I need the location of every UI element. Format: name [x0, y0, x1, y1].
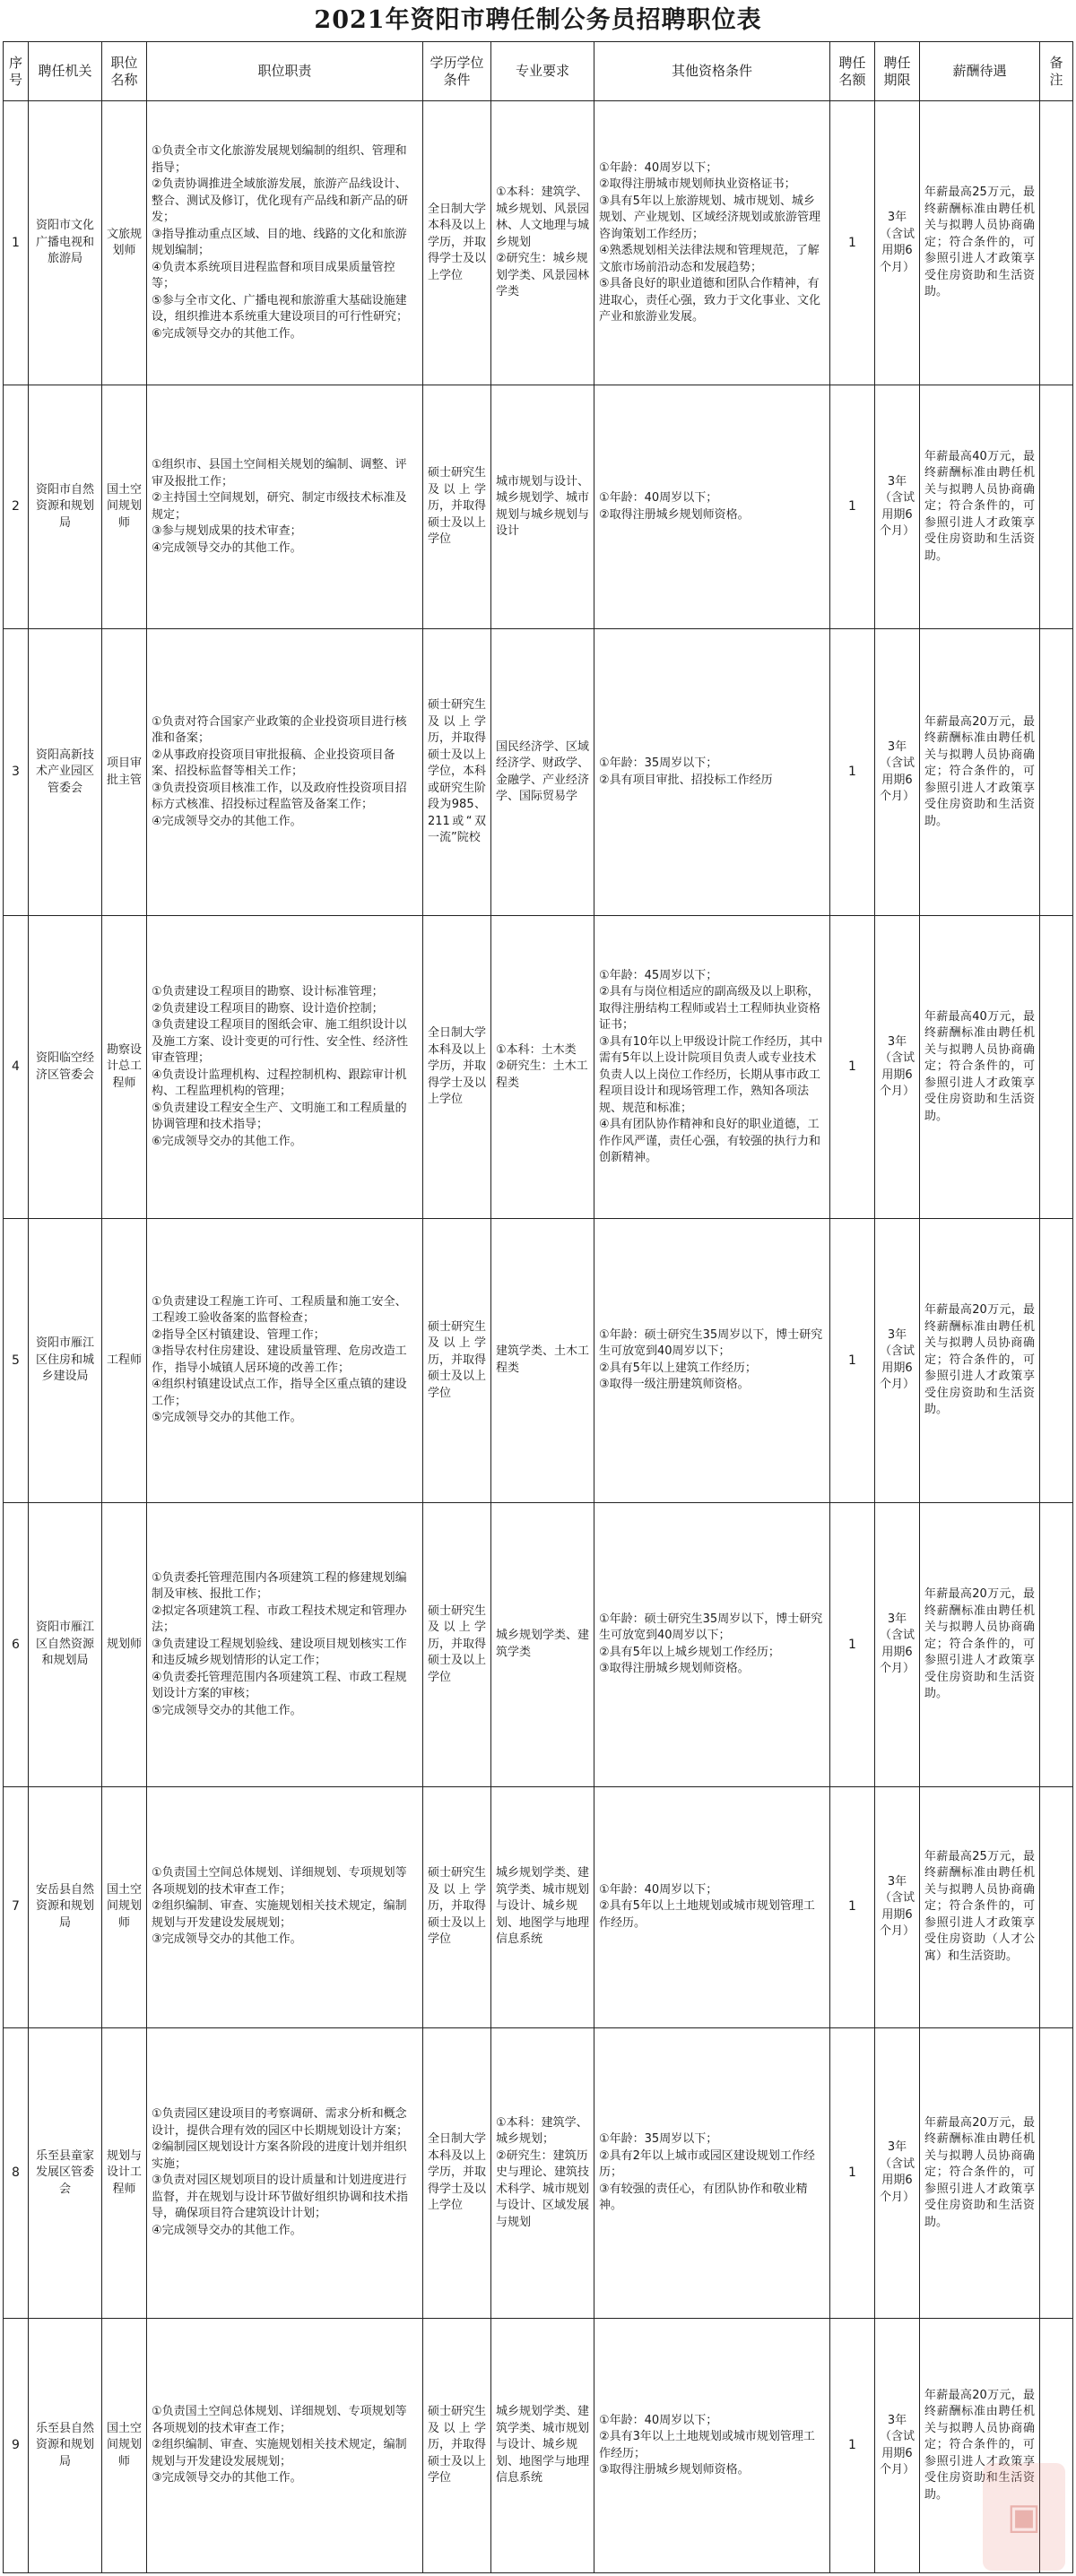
- cell-other-item: ②具有5年以上土地规划或城市规划管理工作经历。: [599, 1899, 815, 1930]
- cell-other-item: ①年龄：40周岁以下；: [599, 491, 718, 506]
- cell-note: [1040, 1502, 1073, 1786]
- cell-other-item: ①年龄：35周岁以下；: [599, 756, 718, 771]
- cell-duties-item: ②指导全区村镇建设、管理工作；: [152, 1327, 325, 1342]
- cell-duties-item: ②主持国土空间规划，研究、制定市级技术标准及规定；: [152, 491, 407, 522]
- cell-duties-item: ②组织编制、审查、实施规划相关技术规定，编制规划与开发建设发展规划；: [152, 1899, 407, 1930]
- cell-seq: 1: [4, 101, 29, 385]
- cell-major: [491, 916, 594, 1218]
- cell-term: 3年（含试用期6个月）: [875, 1218, 920, 1502]
- cell-org: 资阳市自然资源和规划局: [29, 385, 102, 629]
- cell-other: [594, 628, 830, 915]
- cell-org: 资阳临空经济区管委会: [29, 916, 102, 1218]
- cell-seq: 8: [4, 2027, 29, 2319]
- cell-duties-item: ⑤参与全市文化、广播电视和旅游重大基础设施建设，组织推进本系统重大建设项目的可行性研究；: [152, 293, 409, 324]
- cell-count: 1: [830, 628, 875, 915]
- cell-count: 1: [830, 916, 875, 1218]
- cell-duties-item: ③参与规划成果的技术审查；: [152, 524, 302, 539]
- cell-other-item: ③取得注册城乡规划师资格。: [599, 1662, 750, 1676]
- cell-count: 1: [830, 1786, 875, 2027]
- cell-other-item: ①年龄：40周岁以下；: [599, 160, 718, 175]
- cell-duties-item: ①负责全市文化旅游发展规划编制的组织、管理和指导；: [152, 144, 407, 175]
- cell-major: [491, 101, 594, 385]
- cell-other-item: ③具有5年以上旅游规划、城市规划、城乡规划、产业规划、区域经济规划或旅游管理咨询策划工作经历；: [599, 194, 821, 241]
- cell-seq: 7: [4, 1786, 29, 2027]
- cell-duties-item: ④负责设计监理机构、过程控制机构、跟踪审计机构、工程监理机构的管理；: [152, 1068, 407, 1099]
- cell-duties-item: ④负责委托管理范围内各项建筑工程、市政工程规划设计方案的审核；: [152, 1670, 407, 1701]
- cell-org: 资阳高新技术产业园区管委会: [29, 628, 102, 915]
- cell-duties-item: ③负责投资项目核准工作，以及政府性投资项目招标方式核准、招投标过程监管及备案工作；: [152, 781, 407, 812]
- cell-org: 安岳县自然资源和规划局: [29, 1786, 102, 2027]
- cell-edu: 硕士研究生及以上学历，并取得硕士及以上学位: [423, 1786, 491, 2027]
- cell-edu: 全日制大学本科及以上学历，并取得学士及以上学位: [423, 101, 491, 385]
- header-position: 职位名称: [102, 42, 147, 101]
- header-term: 聘任期限: [875, 42, 920, 101]
- cell-other: [594, 916, 830, 1218]
- cell-salary: 年薪最高25万元，最终薪酬标准由聘任机关与拟聘人员协商确定；符合条件的，可参照引进人才政策享受住房资助（人才公寓）和生活资助。: [920, 1786, 1040, 2027]
- cell-duties-item: ⑤负责建设工程安全生产、文明施工和工程质量的协调管理和技术指导；: [152, 1101, 407, 1132]
- cell-duties-item: ⑥完成领导交办的其他工作。: [152, 326, 302, 341]
- cell-count: 1: [830, 385, 875, 629]
- cell-other-item: ③具有10年以上甲级设计院工作经历，其中需有5年以上设计院项目负责人或专业技术负责人以上岗位工作经历，长期从事市政工程项目设计和现场管理工作，熟知各项法规、规范和标准；: [599, 1034, 823, 1115]
- cell-duties-item: ④完成领导交办的其他工作。: [152, 814, 302, 828]
- cell-duties-item: ④组织村镇建设试点工作，指导全区重点镇的建设工作；: [152, 1378, 407, 1408]
- cell-duties-item: ①负责委托管理范围内各项建筑工程的修建规划编制及审核、报批工作；: [152, 1570, 407, 1602]
- cell-duties-item: ③负责建设工程规划验线、建设项目规划核实工作和违反城乡规划情形的认定工作；: [152, 1637, 407, 1668]
- cell-edu: 硕士研究生及以上学历，并取得硕士及以上学位: [423, 385, 491, 629]
- cell-note: [1040, 101, 1073, 385]
- header-count: 聘任名额: [830, 42, 875, 101]
- document-title: 2021年资阳市聘任制公务员招聘职位表: [314, 6, 762, 34]
- cell-position: 国土空间规划师: [102, 385, 147, 629]
- cell-duties-item: ①负责园区建设项目的考察调研、需求分析和概念设计，提供合理有效的园区中长期规划设计方案；: [152, 2107, 409, 2138]
- cell-edu: 全日制大学本科及以上学历，并取得学士及以上学位: [423, 916, 491, 1218]
- cell-other-item: ③取得一级注册建筑师资格。: [599, 1378, 750, 1392]
- cell-org: 资阳市雁江区住房和城乡建设局: [29, 1218, 102, 1502]
- cell-other-item: ②具有5年以上城乡规划工作经历；: [599, 1645, 780, 1659]
- header-duties: 职位职责: [147, 42, 423, 101]
- header-seq: 序号: [4, 42, 29, 101]
- cell-duties-item: ③指导推动重点区域、目的地、线路的文化和旅游规划编制；: [152, 227, 407, 258]
- cell-other-item: ③有较强的责任心，有团队协作和敬业精神。: [599, 2182, 808, 2213]
- cell-seq: 4: [4, 916, 29, 1218]
- cell-duties-item: ④完成领导交办的其他工作。: [152, 540, 302, 555]
- cell-major: [491, 2319, 594, 2573]
- table-row: [4, 1786, 1073, 2027]
- cell-duties-item: ①负责建设工程项目的勘察、设计标准管理；: [152, 985, 384, 999]
- cell-org: 资阳市雁江区自然资源和规划局: [29, 1502, 102, 1786]
- cell-other: [594, 385, 830, 629]
- header-edu: 学历学位条件: [423, 42, 491, 101]
- cell-term: 3年（含试用期6个月）: [875, 385, 920, 629]
- cell-other: [594, 2027, 830, 2319]
- cell-duties-item: ②组织编制、审查、实施规划相关技术规定，编制规划与开发建设发展规划；: [152, 2438, 407, 2468]
- cell-other-item: ①年龄：40周岁以下；: [599, 1882, 718, 1897]
- cell-major-item: ②研究生：土木工程类: [496, 1059, 588, 1090]
- cell-major: [491, 628, 594, 915]
- cell-seq: 9: [4, 2319, 29, 2573]
- table-row: [4, 628, 1073, 915]
- cell-note: [1040, 385, 1073, 629]
- header-salary: 薪酬待遇: [920, 42, 1040, 101]
- cell-other-item: ②具有5年以上建筑工作经历；: [599, 1361, 757, 1375]
- cell-duties-item: ①组织市、县国土空间相关规划的编制、调整、评审及报批工作；: [152, 458, 407, 488]
- cell-other-item: ②取得注册城乡规划师资格。: [599, 507, 750, 522]
- cell-duties: [147, 916, 423, 1218]
- cell-edu: 硕士研究生及以上学历，并取得硕士及以上学位: [423, 1502, 491, 1786]
- cell-salary: 年薪最高40万元，最终薪酬标准由聘任机关与拟聘人员协商确定；符合条件的，可参照引进人才政策享受住房资助和生活资助。: [920, 916, 1040, 1218]
- cell-edu: 硕士研究生及以上学历，并取得硕士及以上学位: [423, 2319, 491, 2573]
- cell-duties-item: ⑤完成领导交办的其他工作。: [152, 1411, 302, 1425]
- cell-position: 规划与设计工程师: [102, 2027, 147, 2319]
- cell-seq: 2: [4, 385, 29, 629]
- cell-other-item: ①年龄：硕士研究生35周岁以下，博士研究生可放宽到40周岁以下；: [599, 1612, 823, 1643]
- cell-duties-item: ②从事政府投资项目审批报稿、企业投资项目备案、招投标监督等相关工作；: [152, 748, 395, 779]
- cell-duties: [147, 1218, 423, 1502]
- cell-duties: [147, 2027, 423, 2319]
- cell-count: 1: [830, 1218, 875, 1502]
- cell-duties-item: ②负责协调推进全域旅游发展，旅游产品线设计、整合、测试及修订，优化现有产品线和新产品的研发；: [152, 177, 409, 225]
- cell-count: 1: [830, 1502, 875, 1786]
- cell-seq: 5: [4, 1218, 29, 1502]
- cell-salary: 年薪最高20万元，最终薪酬标准由聘任机关与拟聘人员协商确定；符合条件的，可参照引进人才政策享受住房资助和生活资助。: [920, 2027, 1040, 2319]
- cell-position: 勘察设计总工程师: [102, 916, 147, 1218]
- cell-seq: 3: [4, 628, 29, 915]
- cell-major-item: 国民经济学、区域经济学、财政学、金融学、产业经济学、国际贸易学: [496, 739, 590, 804]
- table-row: [4, 2319, 1073, 2573]
- cell-position: 国土空间规划师: [102, 2319, 147, 2573]
- cell-other-item: ②具有3年以上土地规划或城市规划管理工作经历；: [599, 2430, 815, 2460]
- table-row: [4, 101, 1073, 385]
- cell-duties-item: ②编制园区规划设计方案各阶段的进度计划并组织实施；: [152, 2140, 407, 2171]
- cell-duties-item: ⑥完成领导交办的其他工作。: [152, 1134, 302, 1148]
- cell-position: 文旅规划师: [102, 101, 147, 385]
- cell-major-item: 建筑学类、土木工程类: [496, 1344, 590, 1375]
- cell-major: [491, 385, 594, 629]
- cell-major-item: 城乡规划学类、建筑学类: [496, 1629, 590, 1659]
- cell-other-item: ①年龄：35周岁以下；: [599, 2132, 718, 2147]
- watermark-logo: ▣: [983, 2463, 1065, 2571]
- cell-major-item: ②研究生：城乡规划学类、风景园林学类: [496, 252, 590, 299]
- cell-duties-item: ③指导农村住房建设、建设质量管理、危房改造工作，指导小城镇人居环境的改善工作；: [152, 1344, 407, 1375]
- cell-other-item: ④熟悉规划相关法律法规和管理规范，了解文旅市场前沿动态和发展趋势；: [599, 244, 820, 274]
- cell-note: [1040, 1786, 1073, 2027]
- cell-other: [594, 1218, 830, 1502]
- cell-count: 1: [830, 2027, 875, 2319]
- cell-position: 规划师: [102, 1502, 147, 1786]
- cell-major-item: ①本科：建筑学、城乡规划；: [496, 2115, 588, 2147]
- cell-duties-item: ③完成领导交办的其他工作。: [152, 1932, 302, 1947]
- header-major: 专业要求: [491, 42, 594, 101]
- cell-major-item: 城乡规划学类、建筑学类、城市规划与设计、城乡规划、地图学与地理信息系统: [496, 1866, 590, 1947]
- cell-duties-item: ③负责对园区规划项目的设计质量和计划进度进行监督，并在规划与设计环节做好组织协调和技术指导，确保项目符合建筑设计计划；: [152, 2174, 409, 2221]
- cell-term: 3年（含试用期6个月）: [875, 101, 920, 385]
- cell-duties-item: ①负责国土空间总体规划、详细规划、专项规划等各项规划的技术审查工作；: [152, 1866, 407, 1897]
- table-row: [4, 1502, 1073, 1786]
- cell-other-item: ①年龄：45周岁以下；: [599, 968, 718, 982]
- table-header-row: [4, 42, 1073, 101]
- cell-other-item: ②取得注册城市规划师执业资格证书；: [599, 177, 796, 192]
- cell-org: 乐至县自然资源和规划局: [29, 2319, 102, 2573]
- cell-major-item: 城乡规划学类、建筑学类、城市规划与设计、城乡规划、地图学与地理信息系统: [496, 2405, 590, 2485]
- cell-term: 3年（含试用期6个月）: [875, 2319, 920, 2573]
- cell-position: 工程师: [102, 1218, 147, 1502]
- cell-salary: 年薪最高20万元，最终薪酬标准由聘任机关与拟聘人员协商确定；符合条件的，可参照引进人才政策享受住房资助和生活资助。: [920, 1502, 1040, 1786]
- cell-edu: 全日制大学本科及以上学历，并取得学士及以上学位: [423, 2027, 491, 2319]
- cell-duties: [147, 1786, 423, 2027]
- header-org: 聘任机关: [29, 42, 102, 101]
- cell-salary: 年薪最高25万元，最终薪酬标准由聘任机关与拟聘人员协商确定；符合条件的，可参照引进人才政策享受住房资助和生活资助。: [920, 101, 1040, 385]
- cell-major-item: ①本科：建筑学、城乡规划、风景园林、人文地理与城乡规划: [496, 186, 590, 249]
- cell-term: 3年（含试用期6个月）: [875, 628, 920, 915]
- cell-duties-item: ②负责建设工程项目的勘察、设计造价控制；: [152, 1001, 384, 1016]
- cell-count: 1: [830, 2319, 875, 2573]
- cell-other-item: ①年龄：硕士研究生35周岁以下，博士研究生可放宽到40周岁以下；: [599, 1327, 823, 1359]
- cell-edu: 硕士研究生及以上学历，并取得硕士及以上学位，本科或研究生阶段为985、211或“双一流”院校: [423, 628, 491, 915]
- cell-duties-item: ①负责国土空间总体规划、详细规划、专项规划等各项规划的技术审查工作；: [152, 2405, 407, 2435]
- cell-duties-item: ①负责对符合国家产业政策的企业投资项目进行核准和备案；: [152, 714, 407, 746]
- cell-duties-item: ①负责建设工程施工许可、工程质量和施工安全、工程竣工验收备案的监督检查；: [152, 1294, 407, 1326]
- cell-major: [491, 1786, 594, 2027]
- cell-position: 项目审批主管: [102, 628, 147, 915]
- cell-salary: 年薪最高20万元，最终薪酬标准由聘任机关与拟聘人员协商确定；符合条件的，可参照引进人才政策享受住房资助和生活资助。: [920, 2319, 1040, 2573]
- cell-other: [594, 2319, 830, 2573]
- table-row: [4, 2027, 1073, 2319]
- cell-duties-item: ③完成领导交办的其他工作。: [152, 2471, 302, 2485]
- cell-other-item: ②具有2年以上城市或园区建设规划工作经历；: [599, 2148, 815, 2180]
- cell-other: [594, 1786, 830, 2027]
- cell-other: [594, 101, 830, 385]
- cell-duties-item: ④完成领导交办的其他工作。: [152, 2223, 302, 2237]
- recruitment-table: [3, 41, 1073, 2573]
- cell-other-item: ②具有项目审批、招投标工作经历: [599, 773, 773, 787]
- cell-duties-item: ②拟定各项建筑工程、市政工程技术规定和管理办法；: [152, 1604, 407, 1635]
- cell-note: [1040, 1218, 1073, 1502]
- header-note: 备注: [1040, 42, 1073, 101]
- cell-note: [1040, 2027, 1073, 2319]
- table-row: [4, 385, 1073, 629]
- cell-term: 3年（含试用期6个月）: [875, 1786, 920, 2027]
- cell-major-item: 城市规划与设计、城乡规划学、城市规划与城乡规划与设计: [496, 474, 590, 539]
- cell-major: [491, 1502, 594, 1786]
- cell-major-item: ②研究生：建筑历史与理论、建筑技术科学、城市规划与设计、区域发展与规划: [496, 2148, 590, 2229]
- cell-other-item: ③取得注册城乡规划师资格。: [599, 2463, 750, 2477]
- cell-note: [1040, 916, 1073, 1218]
- cell-duties: [147, 101, 423, 385]
- cell-salary: 年薪最高40万元，最终薪酬标准由聘任机关与拟聘人员协商确定；符合条件的，可参照引进人才政策享受住房资助和生活资助。: [920, 385, 1040, 629]
- cell-count: 1: [830, 101, 875, 385]
- cell-term: 3年（含试用期6个月）: [875, 916, 920, 1218]
- cell-edu: 硕士研究生及以上学历，并取得硕士及以上学位: [423, 1218, 491, 1502]
- table-row: [4, 916, 1073, 1218]
- cell-duties: [147, 2319, 423, 2573]
- cell-other: [594, 1502, 830, 1786]
- cell-major: [491, 2027, 594, 2319]
- cell-note: [1040, 628, 1073, 915]
- cell-term: 3年（含试用期6个月）: [875, 1502, 920, 1786]
- cell-other-item: ④具有团队协作精神和良好的职业道德，工作作风严谨，责任心强，有较强的执行力和创新精神。: [599, 1118, 821, 1165]
- cell-duties-item: ③负责建设工程项目的图纸会审、施工组织设计以及施工方案、设计变更的可行性、安全性、经济性审查管理；: [152, 1018, 409, 1066]
- cell-term: 3年（含试用期6个月）: [875, 2027, 920, 2319]
- cell-duties-item: ④负责本系统项目进程监督和项目成果质量管控等；: [152, 260, 395, 291]
- cell-salary: 年薪最高20万元，最终薪酬标准由聘任机关与拟聘人员协商确定；符合条件的，可参照引进人才政策享受住房资助和生活资助。: [920, 1218, 1040, 1502]
- cell-duties: [147, 628, 423, 915]
- header-other: 其他资格条件: [594, 42, 830, 101]
- cell-duties-item: ⑤完成领导交办的其他工作。: [152, 1703, 302, 1717]
- cell-duties: [147, 385, 423, 629]
- cell-other-item: ⑤具备良好的职业道德和团队合作精神，有进取心，责任心强，致力于文化事业、文化产业和旅游业发展。: [599, 277, 821, 324]
- cell-org: 乐至县童家发展区管委会: [29, 2027, 102, 2319]
- cell-org: 资阳市文化广播电视和旅游局: [29, 101, 102, 385]
- cell-major-item: ①本科：土木类: [496, 1042, 577, 1057]
- table-row: [4, 1218, 1073, 1502]
- cell-seq: 6: [4, 1502, 29, 1786]
- cell-major: [491, 1218, 594, 1502]
- cell-position: 国土空间规划师: [102, 1786, 147, 2027]
- cell-salary: 年薪最高20万元，最终薪酬标准由聘任机关与拟聘人员协商确定；符合条件的，可参照引进人才政策享受住房资助和生活资助。: [920, 628, 1040, 915]
- cell-other-item: ①年龄：40周岁以下；: [599, 2413, 718, 2427]
- cell-duties: [147, 1502, 423, 1786]
- cell-other-item: ②具有与岗位相适应的副高级及以上职称，取得注册结构工程师或岩土工程师执业资格证书；: [599, 985, 821, 1033]
